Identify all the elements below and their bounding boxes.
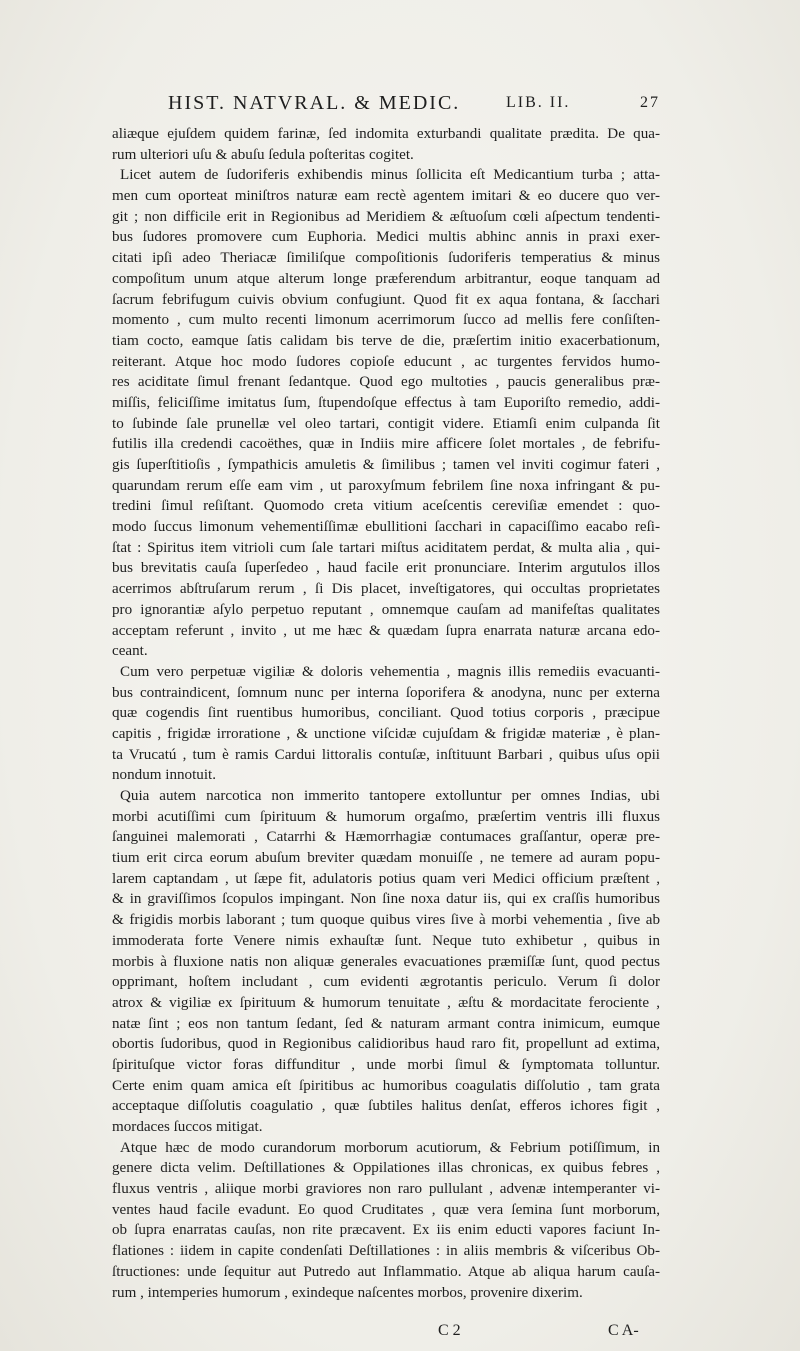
text-line: mordaces ſuccos mitigat. [112, 1119, 263, 1135]
text-line: ceant. [112, 643, 148, 660]
text-line: ta Vrucatú , tum è ramis Cardui littoralis contuſæ, inſtituunt Barbari , quibus uſus opii [112, 746, 660, 763]
text-line: & frigidis morbis laborant ; tum quoque quibus vires ſive à morbi vehementia , ſive ab [112, 912, 660, 929]
text-line: Licet autem de ſudoriferis exhibendis minus ſollicita eſt Medicantium turba ; atta- [120, 167, 660, 184]
text-line: bus contraindicent, ſomnum nunc per interna ſoporifera & anodyna, nunc per externa [112, 684, 660, 701]
text-line: pro ignorantiæ aſylo perpetuo reputant , omnemque cauſam ad manifeſtas qualitates [112, 601, 660, 618]
text-line: morbis à fluxione natis non aliquæ generales evacuationes præmiſſæ ſunt, quod pectus [112, 953, 660, 970]
body-text [112, 124, 660, 1303]
text-line: genere dicta velim. Deſtillationes & Oppilationes illas chronicas, ex quibus febres , [112, 1160, 660, 1177]
text-line: ſtructiones: unde ſequitur aut Putredo aut Inflammatio. Atque ab aliqua harum cauſa- [112, 1263, 660, 1280]
text-line: tredini ſimul reſiſtant. Quomodo creta vitium aceſcentis cereviſiæ emendet : quo- [112, 498, 660, 515]
text-line: nondum innotuit. [112, 767, 216, 784]
text-line: Atque hæc de modo curandorum morborum acutiorum, & Febrium potiſſimum, in [120, 1139, 660, 1156]
text-line: ob ſupra enarratas cauſas, non rite præcavent. Ex iis enim educti vapores faciunt In- [112, 1222, 660, 1239]
text-line: ſacrum febrifugum cuivis obvium confugiunt. Quod fit ex aqua fontana, & ſacchari [112, 291, 660, 308]
text-line: tiam coctο, eamque ſatis calidam bis terve de die, præſertim initio exacerbationum, [112, 332, 660, 349]
text-line: ventes haud facile evadunt. Eo quod Cruditates , quæ vera ſemina ſunt morborum, [112, 1201, 660, 1218]
running-title: HIST. NATVRAL. & MEDIC. [168, 92, 461, 114]
book-number: LIB. II. [506, 94, 571, 111]
text-line: quæ cogendis ſint ruentibus humoribus, conciliant. Quod totius corporis , præcipue [112, 705, 660, 722]
text-line: res aciditate ſimul frenant ſedantque. Quod ego multoties , paucis generalibus præ- [112, 374, 660, 391]
text-line: ſpirituſque victor foras diffunditur , unde morbi ſimul & ſymptomata tolluntur. [112, 1056, 660, 1073]
text-line: rum , intemperies humorum , exindeque naſcentes morbos, provenire dixerim. [112, 1284, 583, 1301]
text-line: ſanguinei malemorati , Catarrhi & Hæmorrhagiæ contumaces graſſantur, operæ pre- [112, 829, 660, 846]
text-line: modo ſuccus limonum vehementiſſimæ ebullitioni ſacchari in capaciſſimo eacabo reſi- [112, 519, 660, 536]
page-number: 27 [640, 94, 660, 111]
text-line: & in graviſſimos ſcopulos impingant. Non ſine noxa datur iis, qui ex craſſis humoribus [112, 891, 660, 908]
text-line: ſtat : Spiritus item vitrioli cum ſale tartari miſtus aciditatem perdat, & multa alia , qui- [112, 539, 660, 556]
text-line: fluxus ventris , aliique morbi graviores non raro pullulant , advenæ intemperanter vi- [112, 1181, 660, 1198]
text-line: capitis , frigidæ irroratione , & unctione viſcidæ cujuſdam & frigidæ materiæ , è plan- [112, 725, 660, 742]
text-line: bus ſudores promovere cum Euphoria. Medici multis abhinc annis in praxi exer- [112, 229, 660, 246]
text-line: acerrimos abſtruſarum rerum , ſi Dis placet, inveſtigatores, qui occultas proprietates [112, 581, 660, 598]
text-line: tium erit circa eorum abuſum breviter quædam monuiſſe , ne temere ad auram popu- [112, 850, 660, 867]
text-line: gis ſuperſtitioſis , ſympathicis amuletis & ſimilibus ; tamen vel inviti cogimur fateri , [112, 457, 660, 473]
text-line: rum ulteriori uſu & abuſu ſedula poſteritas cogitet. [112, 146, 414, 163]
text-line: atrox & vigiliæ ex ſpirituum & humorum tenuitate , æſtu & mordacitate ferociente , [112, 994, 660, 1011]
text-line: natæ ſint ; eos non tantum ſedant, ſed & naturam armant contra inimicum, eumque [112, 1015, 660, 1032]
text-line: Quia autem narcotica non immerito tantopere extolluntur per omnes Indias, ubi [120, 788, 660, 804]
text-line: aliæque ejuſdem quidem farinæ, ſed indomita exturbandi qualitate prædita. De qua- [112, 126, 660, 142]
text-line: compoſitum unum atque alterum longe præferendum arbitrantur, eoque tanquam ad [112, 270, 660, 287]
text-line: git ; non difficile erit in Regionibus ad Meridiem & æſtuoſum cœli aſpectum tendenti- [112, 208, 660, 225]
signature-mark: C 2 [438, 1322, 461, 1339]
text-line: bus brevitatis cauſa ſuperſedeo , haud facile erit pronunciare. Interim argutulos illos [112, 560, 660, 577]
text-line: Certe enim quam amica eſt ſpiritibus ac humoribus coagulatis diſſolutio , tam grata [112, 1077, 660, 1094]
text-line: acceptam referunt , invito , ut me hæc & quædam ſupra enarrata naturæ arcana edo- [112, 622, 660, 639]
text-line: acceptaque diſſolutis coagulatio , quæ ſubtiles halitus denſat, efferos ichores figit , [112, 1098, 660, 1115]
text-line: morbi acutiſſimi cum ſpirituum & humorum orgaſmo, præſertim ventris illi fluxus [112, 808, 660, 825]
text-line: to ſubinde ſale prunellæ vel oleo tartari, contigit videre. Etiamſi enim culpanda ſit [112, 415, 660, 432]
text-line: men cum oporteat miniſtros naturæ eam rectè agentem imitari & eo ducere quo ver- [112, 188, 660, 205]
text-line: immoderata forte Venere nimis exhauſtæ ſunt. Neque tuto exhibetur , quibus in [112, 932, 660, 949]
catchword: C A- [608, 1322, 639, 1339]
text-line: opprimant, hoſtem includant , cum evidenti ægrotantis periculo. Verum ſi dolor [112, 974, 660, 991]
text-line: citati ipſi adeo Theriacæ ſimiliſque compoſitionis ſudoriferis temperatius & minus [112, 250, 660, 267]
text-line: momento , cum multo recenti limonum acerrimorum ſucco ad mellis fere conſiſten- [112, 312, 660, 329]
text-line: reiterant. Atque hoc modo ſudores copioſe educunt , ac turgentes fervidos humo- [112, 353, 660, 370]
text-line: quarundam rerum eſſe eam vim , ut paroxyſmum febrilem ſine noxa infringant & pu- [112, 477, 660, 494]
text-line: miſſis, feliciſſime imitatus ſum, ſtupendoſque effectus à tam Euporiſto remedio, addi- [112, 394, 660, 411]
text-line: futilis illa credendi cacoëthes, quæ in Indiis mire afficere ſolet mortales , de febrifu- [112, 436, 660, 453]
text-line: Cum vero perpetuæ vigiliæ & doloris vehementia , magnis illis remediis evacuanti- [120, 663, 660, 680]
text-line: obortis ſudoribus, quod in Regionibus calidioribus haud raro fit, propellunt ad extima, [112, 1036, 660, 1053]
text-line: larem captandam , ut ſæpe fit, adulatoris potius quam veri Medici officium præſtent , [112, 870, 660, 887]
text-line: flationes : iidem in capite condenſati Deſtillationes : in aliis membris & viſceribus Ob- [112, 1243, 660, 1260]
running-header [168, 92, 660, 115]
